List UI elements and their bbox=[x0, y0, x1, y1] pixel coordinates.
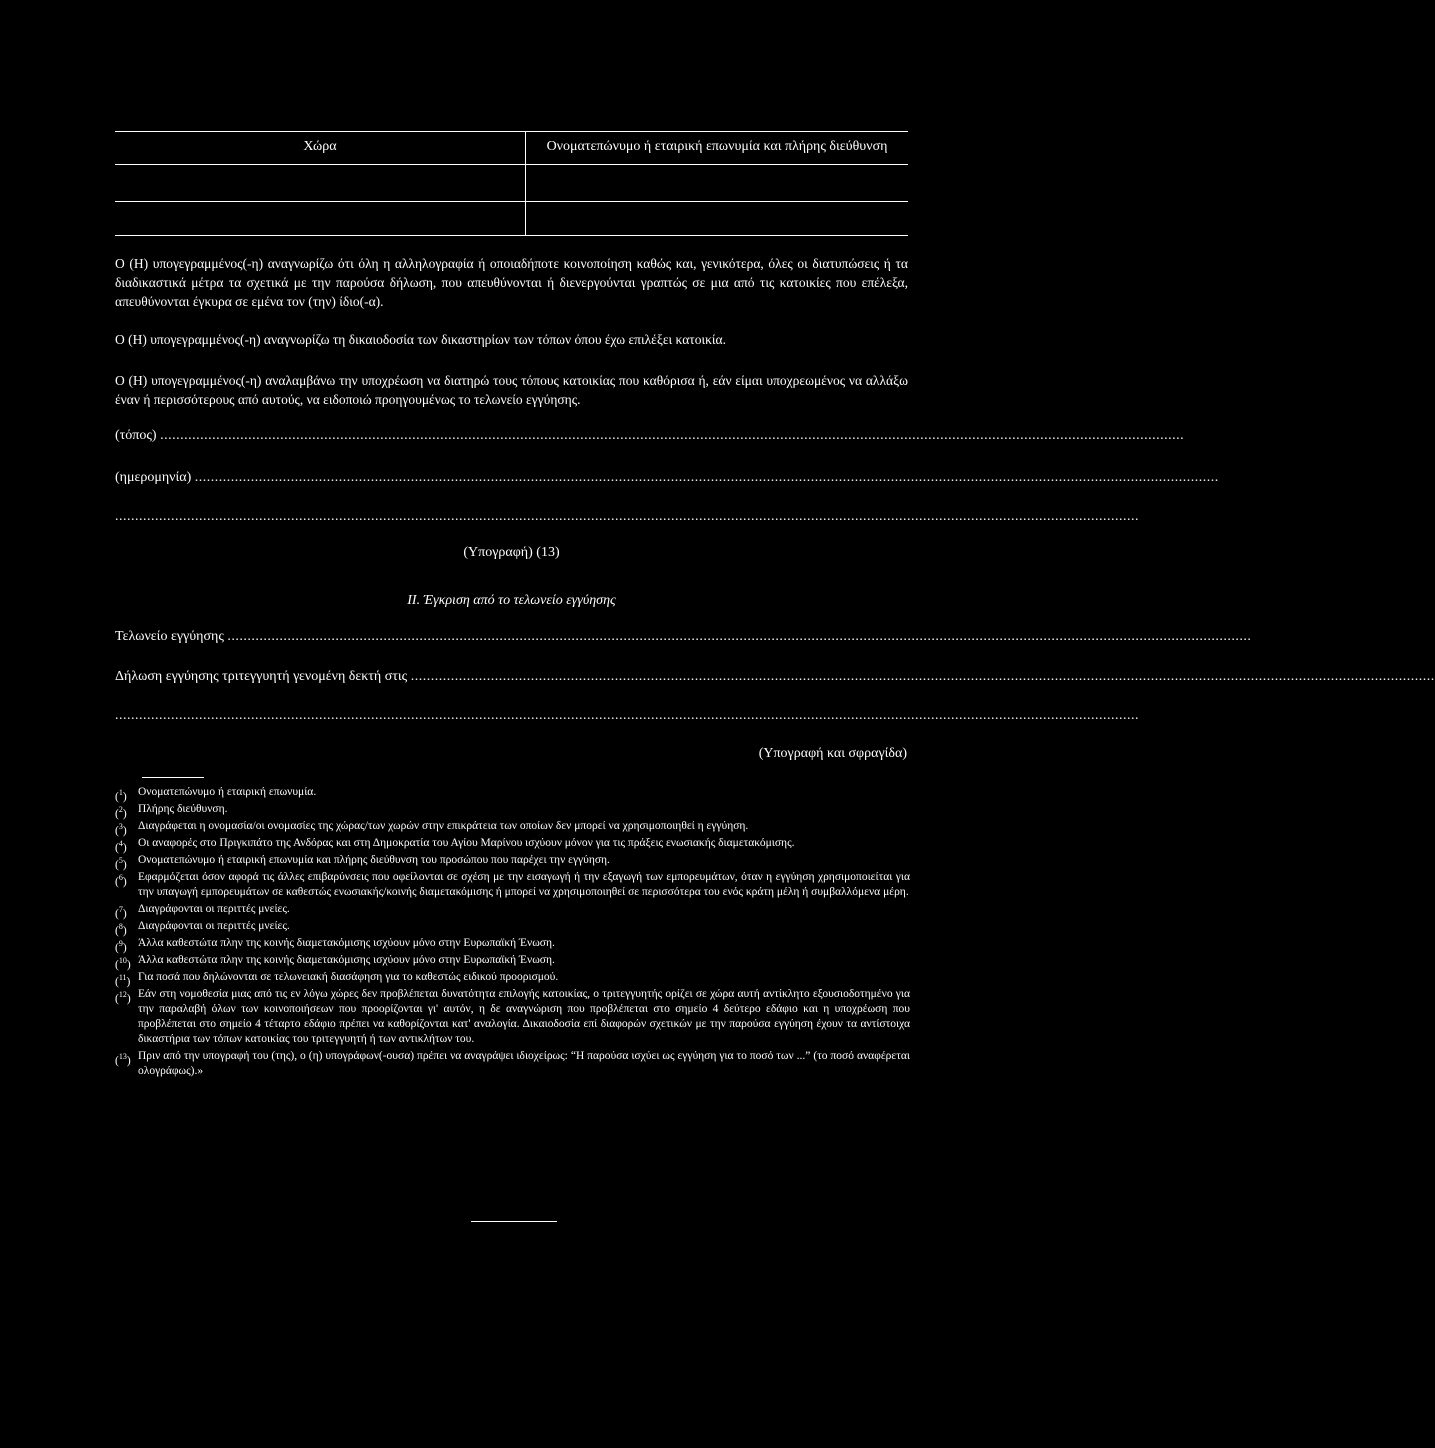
footnote-text: Διαγράφονται οι περιττές μνείες. bbox=[138, 903, 290, 915]
blank-dots: ................................................................................................................................................................................................................................................................ bbox=[115, 509, 1139, 524]
footnote-number: ($^{10}$) bbox=[115, 956, 131, 971]
footnote-item bbox=[115, 870, 910, 900]
blank-dotted-line bbox=[115, 509, 1139, 525]
signature-label: (Υπογραφή) (13) bbox=[463, 545, 560, 560]
footnote-number: ($^{13}$) bbox=[115, 1052, 131, 1067]
table-header-country: Χώρα bbox=[303, 139, 337, 154]
date-label: (ημερομηνία) bbox=[115, 470, 192, 485]
blank-dots-2: ................................................................................................................................................................................................................................................................ bbox=[115, 708, 1139, 723]
footnote-number: ($^8$) bbox=[115, 922, 127, 937]
place-label: (τόπος) bbox=[115, 428, 157, 443]
footnote-number: ($^{11}$) bbox=[115, 973, 131, 988]
footnote-text: Εφαρμόζεται όσον αφορά τις άλλες επιβαρύνσεις που οφείλονται σε σχέση με την εισαγωγή ή την εξαγωγή των εμπορευμάτων, όταν η εγγύηση χρησιμοποιείται για την υπαγωγή εμπορευμάτων σε καθεστώς ενωσιακής/κοινής διαμετακόμισης ή μπορεί να χρησιμοποιηθεί σε περισσότερα του ενός κράτη μέλη ή συμβαλλόμενα μέρη. bbox=[138, 871, 910, 898]
footnote-text: Διαγράφονται οι περιττές μνείες. bbox=[138, 920, 290, 932]
footnote-text: Για ποσά που δηλώνονται σε τελωνειακή διασάφηση για το καθεστώς ειδικού προορισμού. bbox=[138, 971, 559, 983]
footnote-item bbox=[115, 987, 910, 1047]
footnote-item bbox=[115, 836, 910, 854]
footnote-text: Άλλα καθεστώτα πλην της κοινής διαμετακόμισης ισχύουν μόνο στην Ευρωπαϊκή Ένωση. bbox=[138, 954, 555, 966]
office-dots: ................................................................................................................................................................................................................................................................ bbox=[227, 629, 1252, 644]
footnote-number: ($^{12}$) bbox=[115, 990, 131, 1005]
footnote-text: Πλήρης διεύθυνση. bbox=[138, 803, 228, 815]
footnote-number: ($^3$) bbox=[115, 822, 127, 837]
footnote-text: Διαγράφεται η ονομασία/οι ονομασίες της χώρας/των χωρών στην επικράτεια των οποίων δεν μπορεί να χρησιμοποιηθεί η εγγύηση. bbox=[138, 820, 749, 832]
footnote-item bbox=[115, 785, 910, 803]
footnote-item bbox=[115, 819, 910, 837]
date-line bbox=[115, 470, 1219, 486]
footnote-number: ($^9$) bbox=[115, 939, 127, 954]
table-top-rule bbox=[115, 131, 908, 132]
footnote-text: Ονοματεπώνυμο ή εταιρική επωνυμία. bbox=[138, 786, 317, 798]
table-header-rule bbox=[115, 164, 908, 165]
paragraph-correspondence: Ο (Η) υπογεγραμμένος(-η) αναγνωρίζω ότι όλη η αλληλογραφία ή οποιαδήποτε κοινοποίηση καθώς και, γενικότερα, όλες οι διατυπώσεις ή τα διαδικαστικά μέτρα τα σχετικά με την παρούσα δήλωση, που απευθύνονται ή διενεργούνται γραπτώς σε μια από τις κατοικίες που επέλεξα, απευθύνονται έγκυρα σε εμένα τον (την) ίδιο(-α). bbox=[115, 256, 908, 309]
paragraph-residence: Ο (Η) υπογεγραμμένος(-η) αναλαμβάνω την υποχρέωση να διατηρώ τους τόπους κατοικίας που καθόρισα ή, εάν είμαι υποχρεωμένος να αλλάξω έναν ή περισσότερους από αυτούς, να ειδοποιώ προηγουμένως το τελωνείο εγγύησης. bbox=[115, 373, 908, 407]
footnote-item bbox=[115, 802, 910, 820]
blank-dotted-line-2 bbox=[115, 708, 1139, 724]
table-row-rule bbox=[115, 201, 908, 202]
place-dots: ................................................................................................................................................................................................................................................................ bbox=[160, 428, 1185, 443]
place-line bbox=[115, 428, 1185, 444]
footnote-separator bbox=[142, 777, 204, 778]
footnote-text: Πριν από την υπογραφή του (της), ο (η) υπογράφων(-ουσα) πρέπει να αναγράψει ιδιοχείρως: “Η παρούσα ισχύει ως εγγύηση για το ποσό των ...” (το ποσό αναφέρεται ολογράφως).» bbox=[138, 1050, 910, 1077]
footnote-number: ($^7$) bbox=[115, 905, 127, 920]
footnote-text: Ονοματεπώνυμο ή εταιρική επωνυμία και πλήρης διεύθυνση του προσώπου που παρέχει την εγγύηση. bbox=[138, 854, 610, 866]
footnote-text: Οι αναφορές στο Πριγκιπάτο της Ανδόρας και στη Δημοκρατία του Αγίου Μαρίνου ισχύουν μόνον για τις πράξεις ενωσιακής διαμετακόμισης. bbox=[138, 837, 795, 849]
section-title: II. Έγκριση από το τελωνείο εγγύησης bbox=[407, 593, 616, 608]
table-header-name-address: Ονοματεπώνυμο ή εταιρική επωνυμία και πλήρης διεύθυνση bbox=[546, 139, 888, 154]
footnotes-list bbox=[115, 785, 910, 1081]
footnote-number: ($^2$) bbox=[115, 805, 127, 820]
footnote-number: ($^5$) bbox=[115, 856, 127, 871]
footnote-number: ($^6$) bbox=[115, 873, 127, 888]
paragraph-jurisdiction: Ο (Η) υπογεγραμμένος(-η) αναγνωρίζω τη δικαιοδοσία των δικαστηρίων των τόπων όπου έχω επιλέξει κατοικία. bbox=[115, 332, 726, 347]
footnote-item bbox=[115, 902, 910, 920]
stamp-label: (Υπογραφή και σφραγίδα) bbox=[758, 746, 907, 761]
accepted-dots: ................................................................................................................................................................................................................................................................ bbox=[410, 669, 1435, 684]
office-label: Τελωνείο εγγύησης bbox=[115, 629, 224, 644]
footnote-item bbox=[115, 853, 910, 871]
table-bottom-rule bbox=[115, 235, 908, 236]
footnote-item bbox=[115, 919, 910, 937]
office-line bbox=[115, 629, 1252, 645]
accepted-label: Δήλωση εγγύησης τριτεγγυητή γενομένη δεκτή στις bbox=[115, 669, 408, 684]
footnote-text: Άλλα καθεστώτα πλην της κοινής διαμετακόμισης ισχύουν μόνο στην Ευρωπαϊκή Ένωση. bbox=[138, 937, 555, 949]
footnote-text: Εάν στη νομοθεσία μιας από τις εν λόγω χώρες δεν προβλέπεται δυνατότητα επιλογής κατοικίας, ο τριτεγγυητής ορίζει σε χώρα αυτή αντίκλητο εξουσιοδοτημένο για την παραλαβή όλων των κοινοποιήσεων που προορίζονται γι' αυτόν, η δε αναγνώριση που προβλέπεται στο σημείο 4 δεύτερο εδάφιο και η υποχρέωση που προβλέπεται στο σημείο 4 τέταρτο εδάφιο πρέπει να καθορίζονται κατ' αναλογία. Δικαιοδοσία επί διαφορών σχετικών με την παρούσα εγγύηση έχουν τα αντίστοιχα δικαστήρια των τόπων κατοικίας του τριτεγγυητή ή των αντικλήτων του. bbox=[138, 988, 910, 1045]
footnote-item bbox=[115, 1049, 910, 1079]
footnote-number: ($^4$) bbox=[115, 839, 127, 854]
accepted-line bbox=[115, 669, 1435, 685]
footnote-number: ($^1$) bbox=[115, 788, 127, 803]
footnote-item bbox=[115, 936, 910, 954]
footnote-item bbox=[115, 953, 910, 971]
date-dots: ................................................................................................................................................................................................................................................................ bbox=[194, 470, 1219, 485]
footnote-item bbox=[115, 970, 910, 988]
end-rule bbox=[471, 1221, 557, 1222]
